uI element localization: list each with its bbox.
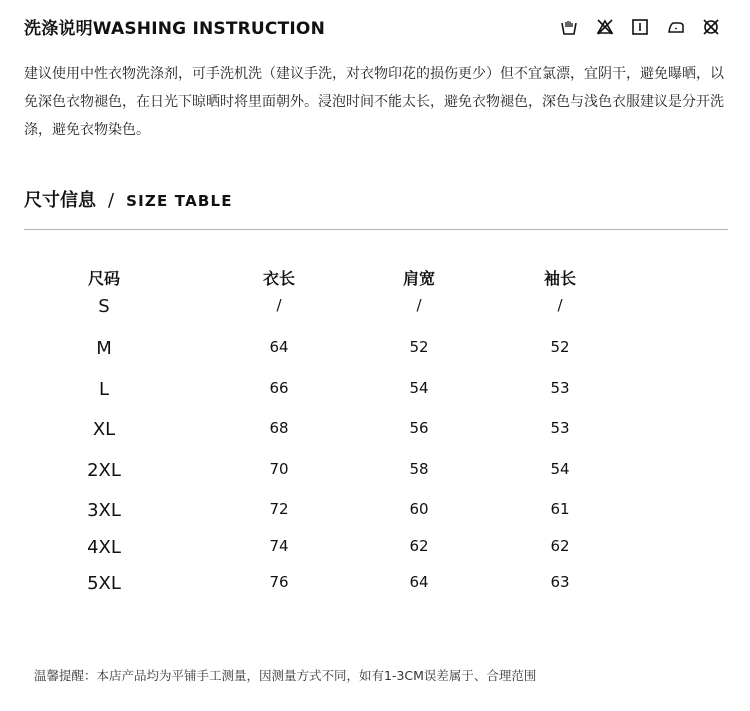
measurement-cell: 58: [409, 460, 429, 478]
measurement-cell: 56: [409, 419, 429, 437]
table-header-cell: 袖长: [543, 269, 576, 288]
no-bleach-icon: [596, 18, 614, 36]
table-header-cell: 肩宽: [402, 269, 435, 288]
measurement-cell: 64: [269, 338, 289, 356]
measurement-cell: 64: [409, 573, 429, 591]
measurement-cell: 54: [550, 460, 570, 478]
measurement-cell: 52: [550, 338, 570, 356]
measurement-cell: 53: [550, 379, 570, 397]
measurement-cell: /: [276, 296, 282, 314]
size-label-cell: M: [96, 338, 112, 359]
no-dry-clean-icon: [702, 18, 720, 36]
size-label-cell: 4XL: [87, 537, 121, 558]
table-header-cell: 衣长: [262, 269, 295, 288]
size-title-cn: 尺寸信息: [24, 190, 96, 211]
measurement-cell: 61: [550, 500, 570, 518]
iron-icon: [667, 18, 685, 36]
measurement-cell: 72: [269, 500, 289, 518]
measurement-cell: 62: [550, 537, 570, 555]
measurement-cell: 74: [269, 537, 289, 555]
size-label-cell: XL: [92, 419, 116, 440]
measurement-cell: 52: [409, 338, 429, 356]
measurement-cell: 66: [269, 379, 289, 397]
measurement-note: 温馨提醒：本店产品均为平铺手工测量，因测量方式不同，如有1-3CM误差属于、合理范围: [34, 668, 537, 683]
size-label-cell: 2XL: [87, 460, 121, 481]
measurement-cell: /: [416, 296, 422, 314]
measurement-cell: 60: [409, 500, 429, 518]
size-label-cell: 3XL: [87, 500, 121, 521]
measurement-cell: 76: [269, 573, 289, 591]
measurement-cell: 53: [550, 419, 570, 437]
hand-wash-icon: [560, 18, 578, 36]
size-label-cell: S: [98, 296, 110, 317]
size-label-cell: 5XL: [87, 573, 121, 594]
washing-instruction-text: 建议使用中性衣物洗涤剂，可手洗机洗（建议手洗，对衣物印花的损伤更少）但不宜氯漂，宜阴干，避免曝晒，以免深色衣物褪色，在日光下晾晒时将里面朝外。浸泡时间不能太长，避免衣物褪色，深色与浅色衣服建议是分开洗涤，避免衣物染色。: [24, 66, 724, 138]
measurement-cell: 62: [409, 537, 429, 555]
section-divider: [24, 229, 728, 230]
washing-title: 洗涤说明WASHING INSTRUCTION: [24, 19, 326, 39]
size-title-separator: /: [108, 190, 115, 211]
size-title-en: SIZE TABLE: [126, 192, 233, 210]
tumble-dry-icon: [631, 18, 649, 36]
measurement-cell: 63: [550, 573, 570, 591]
measurement-cell: 70: [269, 460, 289, 478]
size-table-heading: [24, 186, 233, 212]
measurement-cell: 68: [269, 419, 289, 437]
care-icons: [560, 17, 720, 37]
size-label-cell: L: [98, 379, 110, 400]
measurement-cell: 54: [409, 379, 429, 397]
measurement-cell: /: [557, 296, 563, 314]
table-header-cell: 尺码: [87, 269, 120, 288]
